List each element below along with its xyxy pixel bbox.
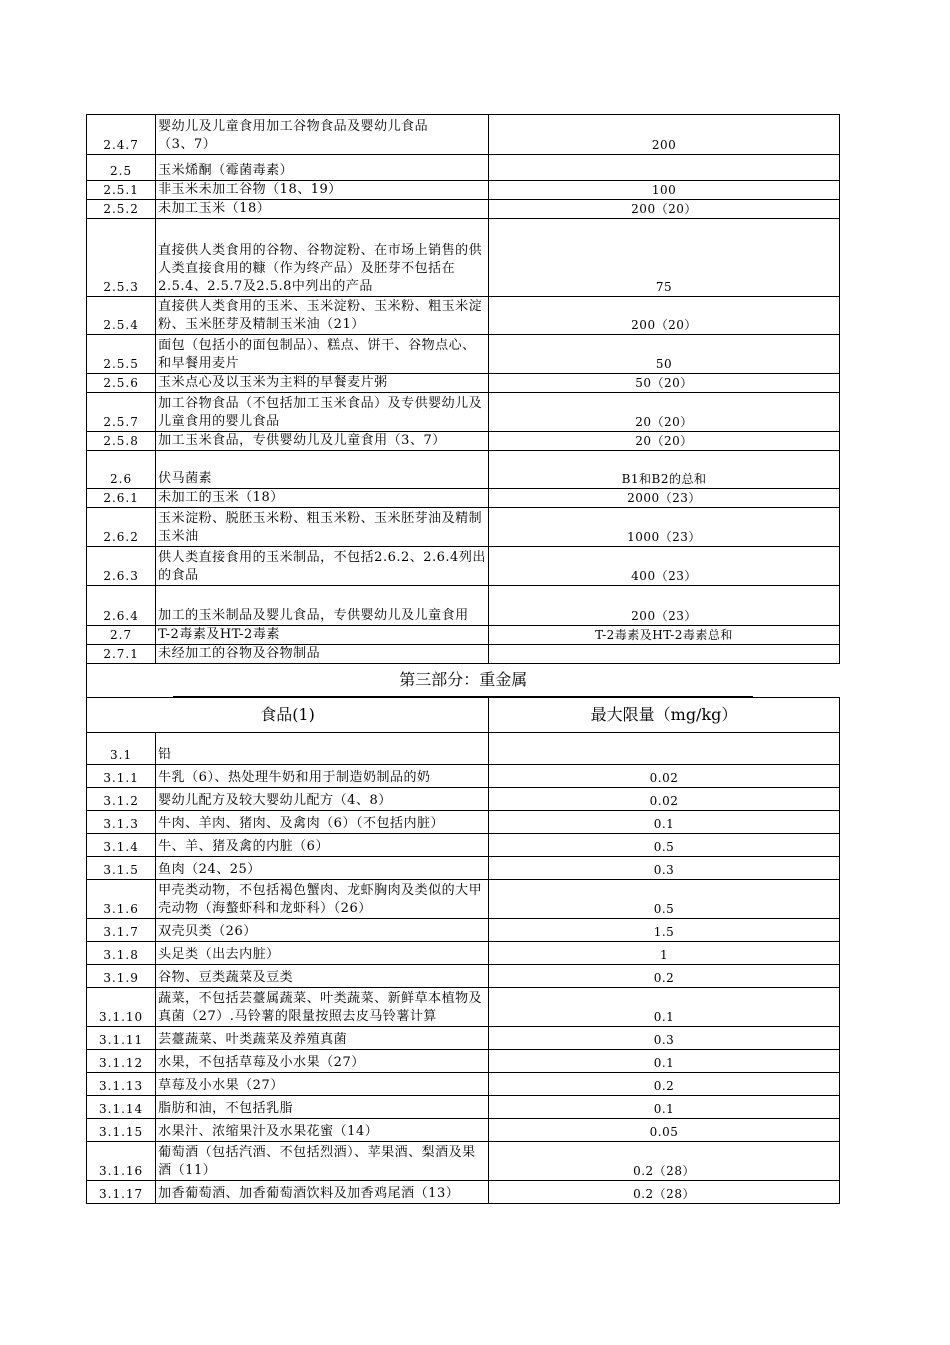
row-food-item: 加香葡萄酒、加香葡萄酒饮料及加香鸡尾酒（13） (156, 1181, 489, 1204)
row-food-item: 水果汁、浓缩果汁及水果花蜜（14） (156, 1119, 489, 1142)
table-row (87, 733, 840, 765)
row-number: 3.1.8 (87, 942, 156, 965)
row-food-item: 直接供人类食用的玉米、玉米淀粉、玉米粉、粗玉米淀粉、玉米胚芽及精制玉米油（21） (156, 297, 489, 335)
table-row (87, 181, 840, 200)
row-limit: B1和B2的总和 (489, 451, 840, 489)
row-limit: 200（20） (489, 200, 840, 219)
row-number: 2.7.1 (87, 645, 156, 664)
row-food-item: 玉米点心及以玉米为主料的早餐麦片粥 (156, 374, 489, 393)
row-number: 3.1.2 (87, 788, 156, 811)
row-food-item: 未经加工的谷物及谷物制品 (156, 645, 489, 664)
row-number: 2.7 (87, 626, 156, 645)
row-food-item: 双壳贝类（26） (156, 919, 489, 942)
row-food-item: 非玉米未加工谷物（18、19） (156, 181, 489, 200)
row-limit: 0.1 (489, 988, 840, 1027)
section-title-cell (87, 664, 840, 698)
row-food-item: 加工谷物食品（不包括加工玉米食品）及专供婴幼儿及儿童食用的婴儿食品 (156, 393, 489, 432)
row-number: 2.4.7 (87, 115, 156, 155)
row-food-item: 甲壳类动物，不包括褐色蟹肉、龙虾胸肉及类似的大甲壳动物（海螯虾科和龙虾科）（26） (156, 880, 489, 919)
table-row (87, 1142, 840, 1181)
row-food-item: 水果，不包括草莓及小水果（27） (156, 1050, 489, 1073)
limits-table (86, 114, 840, 1204)
row-limit: 0.1 (489, 1050, 840, 1073)
row-food-item: 伏马菌素 (156, 451, 489, 489)
row-number: 3.1.12 (87, 1050, 156, 1073)
table-row (87, 155, 840, 181)
table-row (87, 965, 840, 988)
row-number: 3.1.15 (87, 1119, 156, 1142)
header-food: 食品(1) (87, 698, 489, 733)
table-row (87, 919, 840, 942)
row-food-item: 婴幼儿配方及较大婴幼儿配方（4、8） (156, 788, 489, 811)
row-number: 2.5.4 (87, 297, 156, 335)
table-row (87, 1119, 840, 1142)
row-number: 2.5.8 (87, 432, 156, 451)
row-number: 3.1.7 (87, 919, 156, 942)
row-limit: 0.5 (489, 834, 840, 857)
row-number: 2.6 (87, 451, 156, 489)
row-number: 2.5.2 (87, 200, 156, 219)
row-limit: 0.2（28） (489, 1181, 840, 1204)
table-row (87, 489, 840, 508)
row-food-item: 婴幼儿及儿童食用加工谷物食品及婴幼儿食品 （3、7） (156, 115, 489, 155)
table-row (87, 586, 840, 626)
table-row (87, 942, 840, 965)
row-food-item: 玉米淀粉、脱胚玉米粉、粗玉米粉、玉米胚芽油及精制玉米油 (156, 508, 489, 547)
row-number: 2.6.1 (87, 489, 156, 508)
row-food-item: 未加工玉米（18） (156, 200, 489, 219)
row-number: 3.1.16 (87, 1142, 156, 1181)
header-limit: 最大限量（mg/kg） (489, 698, 840, 733)
part3-rows (87, 733, 840, 1204)
row-limit: 1.5 (489, 919, 840, 942)
row-food-item: 草莓及小水果（27） (156, 1073, 489, 1096)
row-number: 3.1.4 (87, 834, 156, 857)
table-row (87, 1073, 840, 1096)
row-number: 2.5.3 (87, 219, 156, 297)
row-limit: 1 (489, 942, 840, 965)
table-row (87, 1181, 840, 1204)
limits-table-sheet (86, 114, 840, 1204)
row-number: 3.1.11 (87, 1027, 156, 1050)
row-limit: 100 (489, 181, 840, 200)
row-limit: 2000（23） (489, 489, 840, 508)
row-number: 3.1.9 (87, 965, 156, 988)
table-row (87, 626, 840, 645)
row-number: 3.1.1 (87, 765, 156, 788)
row-limit: 0.2（28） (489, 1142, 840, 1181)
row-food-item: 牛乳（6）、热处理牛奶和用于制造奶制品的奶 (156, 765, 489, 788)
part2-rows (87, 115, 840, 664)
row-limit: T-2毒素及HT-2毒素总和 (489, 626, 840, 645)
row-limit: 200 (489, 115, 840, 155)
row-limit: 75 (489, 219, 840, 297)
row-limit: 0.02 (489, 765, 840, 788)
row-food-item: T-2毒素及HT-2毒素 (156, 626, 489, 645)
row-food-item: 供人类直接食用的玉米制品，不包括2.6.2、2.6.4列出的食品 (156, 547, 489, 586)
row-number: 2.5.1 (87, 181, 156, 200)
row-limit: 0.3 (489, 1027, 840, 1050)
row-food-item: 芸薹蔬菜、叶类蔬菜及养殖真菌 (156, 1027, 489, 1050)
row-food-item: 蔬菜，不包括芸薹属蔬菜、叶类蔬菜、新鲜草本植物及真菌（27）.马铃薯的限量按照去皮马铃薯计算 (156, 988, 489, 1027)
row-food-item: 牛、羊、猪及禽的内脏（6） (156, 834, 489, 857)
table-row (87, 765, 840, 788)
row-limit: 20（20） (489, 393, 840, 432)
row-food-item: 玉米烯酮（霉菌毒素） (156, 155, 489, 181)
table-row (87, 115, 840, 155)
row-food-item: 加工的玉米制品及婴儿食品，专供婴幼儿及儿童食用 (156, 586, 489, 626)
row-limit: 0.5 (489, 880, 840, 919)
row-number: 3.1.3 (87, 811, 156, 834)
row-number: 2.5 (87, 155, 156, 181)
row-number: 3.1.6 (87, 880, 156, 919)
row-number: 2.5.7 (87, 393, 156, 432)
row-limit: 0.02 (489, 788, 840, 811)
row-number: 3.1.13 (87, 1073, 156, 1096)
table-row (87, 834, 840, 857)
row-food-item: 未加工的玉米（18） (156, 489, 489, 508)
row-limit: 20（20） (489, 432, 840, 451)
row-food-item: 牛肉、羊肉、猪肉、及禽肉（6）（不包括内脏） (156, 811, 489, 834)
table-row (87, 1027, 840, 1050)
row-food-item: 头足类（出去内脏） (156, 942, 489, 965)
table-row (87, 811, 840, 834)
row-number: 3.1 (87, 733, 156, 765)
table-row (87, 788, 840, 811)
part3-section (87, 664, 840, 733)
row-number: 2.5.6 (87, 374, 156, 393)
table-row (87, 547, 840, 586)
table-row (87, 1050, 840, 1073)
row-limit (489, 155, 840, 181)
row-limit: 50（20） (489, 374, 840, 393)
row-food-item: 谷物、豆类蔬菜及豆类 (156, 965, 489, 988)
row-limit: 1000（23） (489, 508, 840, 547)
row-limit: 200（23） (489, 586, 840, 626)
row-limit: 200（20） (489, 297, 840, 335)
table-row (87, 374, 840, 393)
row-food-item: 直接供人类食用的谷物、谷物淀粉、在市场上销售的供人类直接食用的糠（作为终产品）及胚芽不包括在2.5.4、2.5.7及2.5.8中列出的产品 (156, 219, 489, 297)
row-limit: 0.3 (489, 857, 840, 880)
table-row (87, 432, 840, 451)
table-row (87, 393, 840, 432)
table-row (87, 219, 840, 297)
table-row (87, 508, 840, 547)
row-food-item: 葡萄酒（包括汽酒、不包括烈酒）、苹果酒、梨酒及果酒（11） (156, 1142, 489, 1181)
row-number: 2.6.2 (87, 508, 156, 547)
row-food-item: 铅 (156, 733, 489, 765)
row-food-item: 加工玉米食品，专供婴幼儿及儿童食用（3、7） (156, 432, 489, 451)
table-row (87, 880, 840, 919)
row-limit: 0.2 (489, 965, 840, 988)
row-limit: 0.1 (489, 1096, 840, 1119)
row-number: 2.6.4 (87, 586, 156, 626)
table-row (87, 335, 840, 374)
row-number: 2.5.5 (87, 335, 156, 374)
row-limit: 0.1 (489, 811, 840, 834)
row-food-item: 鱼肉（24、25） (156, 857, 489, 880)
table-row (87, 1096, 840, 1119)
table-row (87, 451, 840, 489)
row-number: 3.1.17 (87, 1181, 156, 1204)
row-number: 3.1.10 (87, 988, 156, 1027)
table-row (87, 297, 840, 335)
row-limit: 50 (489, 335, 840, 374)
row-limit: 0.05 (489, 1119, 840, 1142)
row-limit: 400（23） (489, 547, 840, 586)
row-food-item: 面包（包括小的面包制品）、糕点、饼干、谷物点心、和早餐用麦片 (156, 335, 489, 374)
row-number: 2.6.3 (87, 547, 156, 586)
table-row (87, 645, 840, 664)
row-limit (489, 645, 840, 664)
table-row (87, 857, 840, 880)
table-row (87, 200, 840, 219)
row-food-item: 脂肪和油，不包括乳脂 (156, 1096, 489, 1119)
table-header-row (87, 698, 840, 733)
row-limit (489, 733, 840, 765)
table-row (87, 988, 840, 1027)
row-number: 3.1.5 (87, 857, 156, 880)
row-limit: 0.2 (489, 1073, 840, 1096)
row-number: 3.1.14 (87, 1096, 156, 1119)
section-title: 第三部分：重金属 (173, 664, 753, 697)
